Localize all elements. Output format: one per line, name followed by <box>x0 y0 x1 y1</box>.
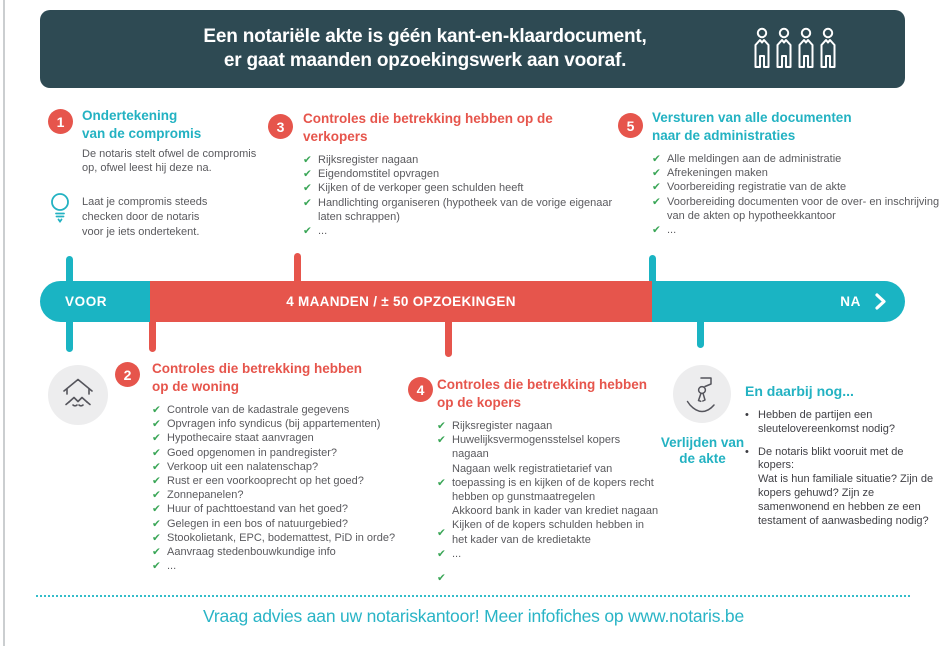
checklist-item: ✔ Handlichting organiseren (hypotheek van de vorige eigenaar laten schrappen) <box>303 196 613 223</box>
checklist-item: ✔ Controle van de kadastrale gegevens <box>152 404 350 416</box>
check-icon: ✔ <box>652 224 661 237</box>
step1-title: Ondertekening van de compromis <box>82 108 202 141</box>
step5-section <box>618 109 940 237</box>
bullet-item: • Hebben de partijen een sleutelovereenkomst nodig? <box>745 409 895 435</box>
checklist-item: ✔ Opvragen info syndicus (bij appartementen) <box>152 418 381 431</box>
page-title-line2: er gaat maanden opzoekingswerk aan vooraf. <box>223 50 627 71</box>
timeline-na-label: NA <box>840 294 861 309</box>
bullet-item: • De notaris blikt vooruit met de kopers: Wat is hun familiale situatie? Zijn de kopers gehuwd? Zijn ze samenwonend en hebben ze een testament of aanwasbeding nodig? <box>745 445 934 527</box>
step4-title: Controles die betrekking hebben op de kopers <box>437 377 648 410</box>
step5-checklist <box>652 152 940 237</box>
checklist-item: ✔ Hypothecaire staat aanvragen <box>152 432 314 445</box>
page-left-edge <box>3 0 5 646</box>
check-icon: ✔ <box>437 434 446 447</box>
checklist-item: ✔ Alle meldingen aan de administratie <box>652 153 842 165</box>
house-handshake-icon <box>48 365 108 425</box>
check-icon: ✔ <box>303 196 312 209</box>
check-icon: ✔ <box>152 517 161 530</box>
checklist-item: ✔ Nagaan welk registratietarief van toepassing is en kijken of de kopers recht hebben op gunstmaatregelen <box>437 462 654 504</box>
checklist-item <box>437 571 659 585</box>
step1-section <box>48 107 283 240</box>
page-title <box>203 25 741 73</box>
checklist-item: ✔ Gelegen in een bos of natuurgebied? <box>152 517 349 530</box>
checklist-item: ✔ Rust er een voorkooprecht op het goed? <box>152 475 364 488</box>
chevron-right-icon <box>875 293 887 310</box>
checklist-item: ✔ Voorbereiding registratie van de akte <box>652 181 847 194</box>
checklist-item: ✔ Huur of pachttoestand van het goed? <box>152 503 349 516</box>
tip-note <box>48 192 283 240</box>
footer-text: Vraag advies aan uw notariskantoor! Meer infofiches op www.notaris.be <box>203 606 744 626</box>
check-icon: ✔ <box>152 531 161 544</box>
step2-number-badge: 2 <box>115 362 140 387</box>
checklist-item: ✔ Eigendomstitel opvragen <box>303 168 440 181</box>
check-icon: ✔ <box>152 503 161 516</box>
tip-text: Laat je compromis steeds checken door de notaris voor je iets ondertekent. <box>82 195 208 238</box>
step3-section <box>268 110 618 238</box>
bullet-dot-icon: • <box>745 445 749 458</box>
step4-number-badge: 4 <box>408 377 433 402</box>
dotted-divider <box>36 595 910 597</box>
checklist-item: ✔ Afrekeningen maken <box>652 167 768 180</box>
checklist-item: Akkoord bank in kader van krediet nagaan <box>452 505 659 518</box>
check-icon: ✔ <box>152 404 161 416</box>
check-icon: ✔ <box>437 572 446 585</box>
check-icon: ✔ <box>303 168 312 181</box>
check-icon: ✔ <box>152 432 161 445</box>
timeline-middle-label: 4 MAANDEN / ± 50 OPZOEKINGEN <box>286 294 516 309</box>
checklist-item: ✔ ... <box>652 224 677 237</box>
checklist-item: ✔ Goed opgenomen in pandregister? <box>152 446 338 459</box>
step1-description: De notaris stelt ofwel de compromis op, ofwel leest hij deze na. <box>82 148 257 174</box>
check-icon: ✔ <box>152 460 161 473</box>
step3-checklist <box>303 153 618 238</box>
step3-title: Controles die betrekking hebben op de verkopers <box>303 111 553 144</box>
check-icon: ✔ <box>152 446 161 459</box>
step1-number-badge: 1 <box>48 109 73 134</box>
check-icon: ✔ <box>152 546 161 559</box>
checklist-item: ✔ ... <box>303 225 328 238</box>
page-title-line1: Een notariële akte is géén kant-en-klaardocument, <box>203 26 647 47</box>
step4-checklist <box>437 419 659 585</box>
check-icon: ✔ <box>152 475 161 488</box>
check-icon: ✔ <box>303 225 312 238</box>
step2-section <box>48 360 408 573</box>
timeline-red-segment <box>150 281 652 322</box>
check-icon: ✔ <box>652 195 661 208</box>
step5-number-badge: 5 <box>618 113 643 138</box>
check-icon: ✔ <box>303 154 312 166</box>
step4-section <box>408 376 668 585</box>
check-icon: ✔ <box>152 489 161 502</box>
check-icon: ✔ <box>652 167 661 180</box>
timeline-voor-label: VOOR <box>65 294 108 309</box>
step5-title: Versturen van alle documenten naar de administraties <box>652 110 852 143</box>
step2-checklist <box>152 403 408 573</box>
check-icon: ✔ <box>152 418 161 431</box>
checklist-item: ✔ ... <box>152 560 177 573</box>
checklist-item: ✔ Voorbereiding documenten voor de over- en inschrijving van de akten op hypotheekkantoor <box>652 195 940 222</box>
check-icon: ✔ <box>437 526 446 539</box>
checklist-item: ✔ Stookolietank, EPC, bodemattest, PiD in orde? <box>152 531 396 544</box>
closing-label: Verlijden van de akte <box>660 435 745 466</box>
lightbulb-icon <box>48 192 72 226</box>
checklist-item: ✔ Huwelijksvermogensstelsel kopers nagaan <box>437 434 621 461</box>
checklist-item: ✔ Aanvraag stedenbouwkundige info <box>152 546 336 559</box>
check-icon: ✔ <box>437 476 446 489</box>
step2-title: Controles die betrekking hebben op de woning <box>152 361 363 394</box>
checklist-item: ✔ Rijksregister nagaan <box>303 154 419 166</box>
check-icon: ✔ <box>652 181 661 194</box>
people-icon <box>751 25 839 73</box>
checklist-item: ✔ Kijken of de verkoper geen schulden heeft <box>303 182 524 195</box>
timeline-bar <box>40 281 905 322</box>
checklist-item: ✔ Rijksregister nagaan <box>437 420 553 432</box>
checklist-item: ✔ ... <box>437 547 462 560</box>
checklist-item: ✔ Zonnepanelen? <box>152 489 244 502</box>
checklist-item: ✔ Verkoop uit een nalatenschap? <box>152 460 319 473</box>
hand-keys-icon <box>673 365 731 423</box>
extra-title: En daarbij nog... <box>745 383 854 399</box>
check-icon: ✔ <box>152 560 161 573</box>
checklist-item: ✔ Kijken of de kopers schulden hebben in het kader van de kredietakte <box>437 519 645 546</box>
check-icon: ✔ <box>437 420 446 432</box>
bullet-dot-icon: • <box>745 409 749 421</box>
header-banner <box>40 10 905 88</box>
check-icon: ✔ <box>437 547 446 560</box>
step3-number-badge: 3 <box>268 114 293 139</box>
check-icon: ✔ <box>652 153 661 165</box>
check-icon: ✔ <box>303 182 312 195</box>
bullet-list <box>745 409 937 537</box>
